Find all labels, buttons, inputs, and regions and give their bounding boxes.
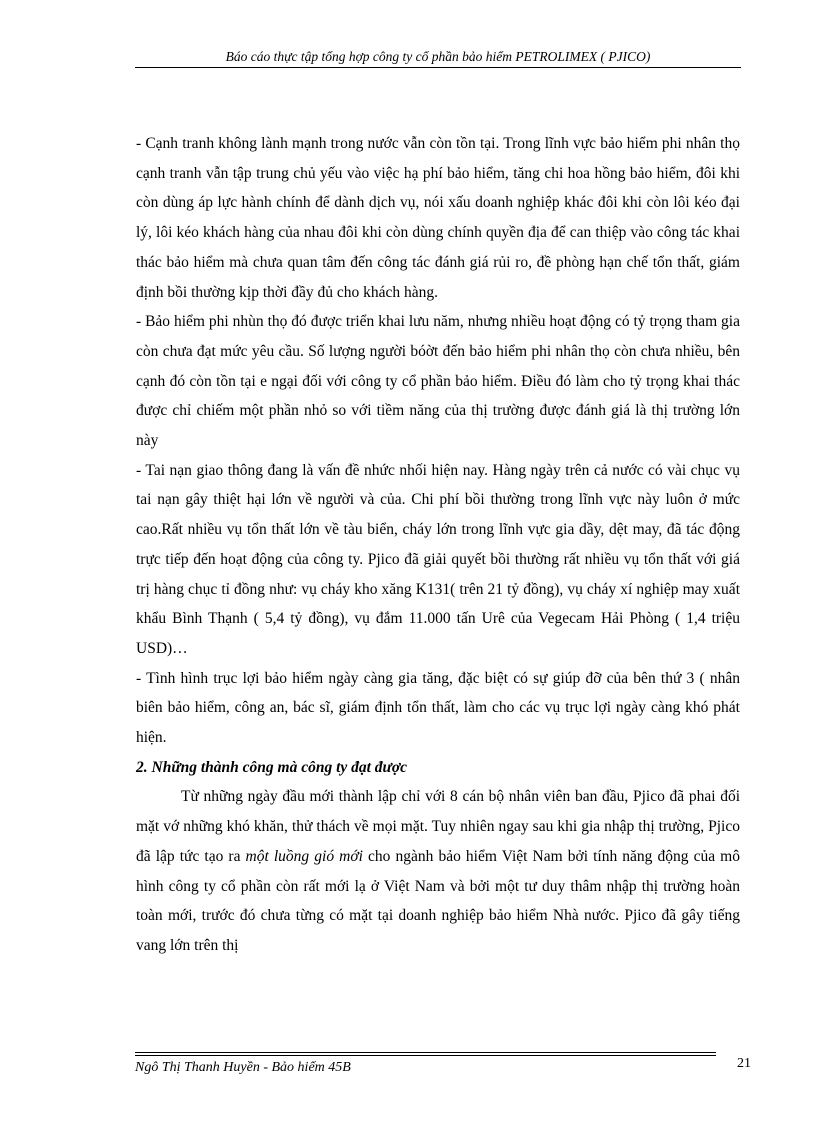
paragraph-insurance-fraud: - Tình hình trục lợi bảo hiểm ngày càng gia tăng, đặc biệt có sự giúp đỡ của bên thứ 3 ( nhân biên bảo hiểm, công an, bác sĩ, giám định tổn thất, làm cho các vụ trục lợi ngày càng khó phát hiện.	[136, 669, 740, 747]
page-number: 21	[737, 1056, 751, 1071]
paragraph-non-life-insurance: - Bảo hiểm phi nhùn thọ đó được triển khai lưu năm, nhưng nhiều hoạt động có tỷ trọng tham gia còn chưa đạt mức yêu cầu. Số lượng người bóờt đến bảo hiểm phi nhân thọ còn chưa nhiều, bên cạnh đó còn tồn tại e ngại đối với công ty cổ phần bảo hiểm. Điều đó làm cho tỷ trọng khai thác được chỉ chiếm một phần nhỏ so với tiềm năng của thị trường được đánh giá là thị trường lớn này	[136, 313, 740, 450]
footer-rule-top	[135, 1052, 716, 1053]
achievements-text-start: Từ những ngày đầu mới thành lập chỉ với 8 cán bộ nhân viên ban đầu, Pjico đã phai đối mặt vớ những khó khăn, thử thách về mọi mặt. Tuy nhiên ngay sau khi gia nhập thị trường, Pjico đã lập tức tạo ra	[136, 788, 740, 865]
footer-author: Ngô Thị Thanh Huyền - Bảo hiểm 45B	[135, 1060, 351, 1075]
page-header: Báo cáo thực tập tổng hợp công ty cổ phần bảo hiểm PETROLIMEX ( PJICO)	[225, 49, 651, 64]
paragraph-traffic-accidents: - Tai nạn giao thông đang là vấn đề nhức nhối hiện nay. Hàng ngày trên cả nước có vài chục vụ tai nạn gây thiệt hại lớn về người và của. Chi phí bồi thường trong lĩnh vực này luôn ở mức cao.Rất nhiều vụ tổn thất lớn về tàu biển, cháy lớn trong lĩnh vực gia dầy, dệt may, đã tác động trực tiếp đến hoạt động của công ty. Pjico đã giải quyết bồi thường rất nhiều vụ tổn thất với giá trị hàng chục tỉ đồng như: vụ cháy kho xăng K131( trên 21 tỷ đồng), vụ cháy xí nghiệp may xuất khẩu Bình Thạnh ( 5,4 tỷ đồng), vụ đắm 11.000 tấn Urê của Vegecam Hải Phòng ( 1,4 triệu USD)…	[136, 461, 740, 657]
achievements-text-end: cho ngành bảo hiểm Việt Nam bởi tính năng động của mô hình công ty cổ phần còn rất mới lạ ở Việt Nam và bởi một tư duy thâm nhập thị trường hoàn toàn mới, trước đó chưa từng có mặt tại doanh nghiệp bảo hiểm Nhà nước. Pjico đã gây tiếng vang lớn trên thị	[136, 847, 740, 954]
paragraph-achievements	[136, 782, 740, 960]
body-text	[136, 129, 740, 961]
achievements-emphasis: một luồng gió mới	[245, 847, 363, 865]
footer-rule-bottom	[135, 1055, 716, 1056]
section-heading: 2. Những thành công mà công ty đạt được	[136, 758, 408, 776]
paragraph-competition: - Cạnh tranh không lành mạnh trong nước vẫn còn tồn tại. Trong lĩnh vực bảo hiểm phi nhân thọ cạnh tranh vẫn tập trung chủ yếu vào việc hạ phí bảo hiểm, tăng chi hoa hồng bảo hiểm, đôi khi còn dùng áp lực hành chính để dành dịch vụ, nói xấu doanh nghiệp khác đôi khi còn lôi kéo đại lý, lôi kéo khách hàng của nhau đôi khi còn dùng chính quyền địa để can thiệp vào công tác khai thác bảo hiểm mà chưa quan tâm đến công tác đánh giá rủi ro, đề phòng hạn chế tổn thất, giám định bồi thường kịp thời đầy đủ cho khách hàng.	[136, 135, 740, 301]
header-rule	[135, 67, 741, 68]
